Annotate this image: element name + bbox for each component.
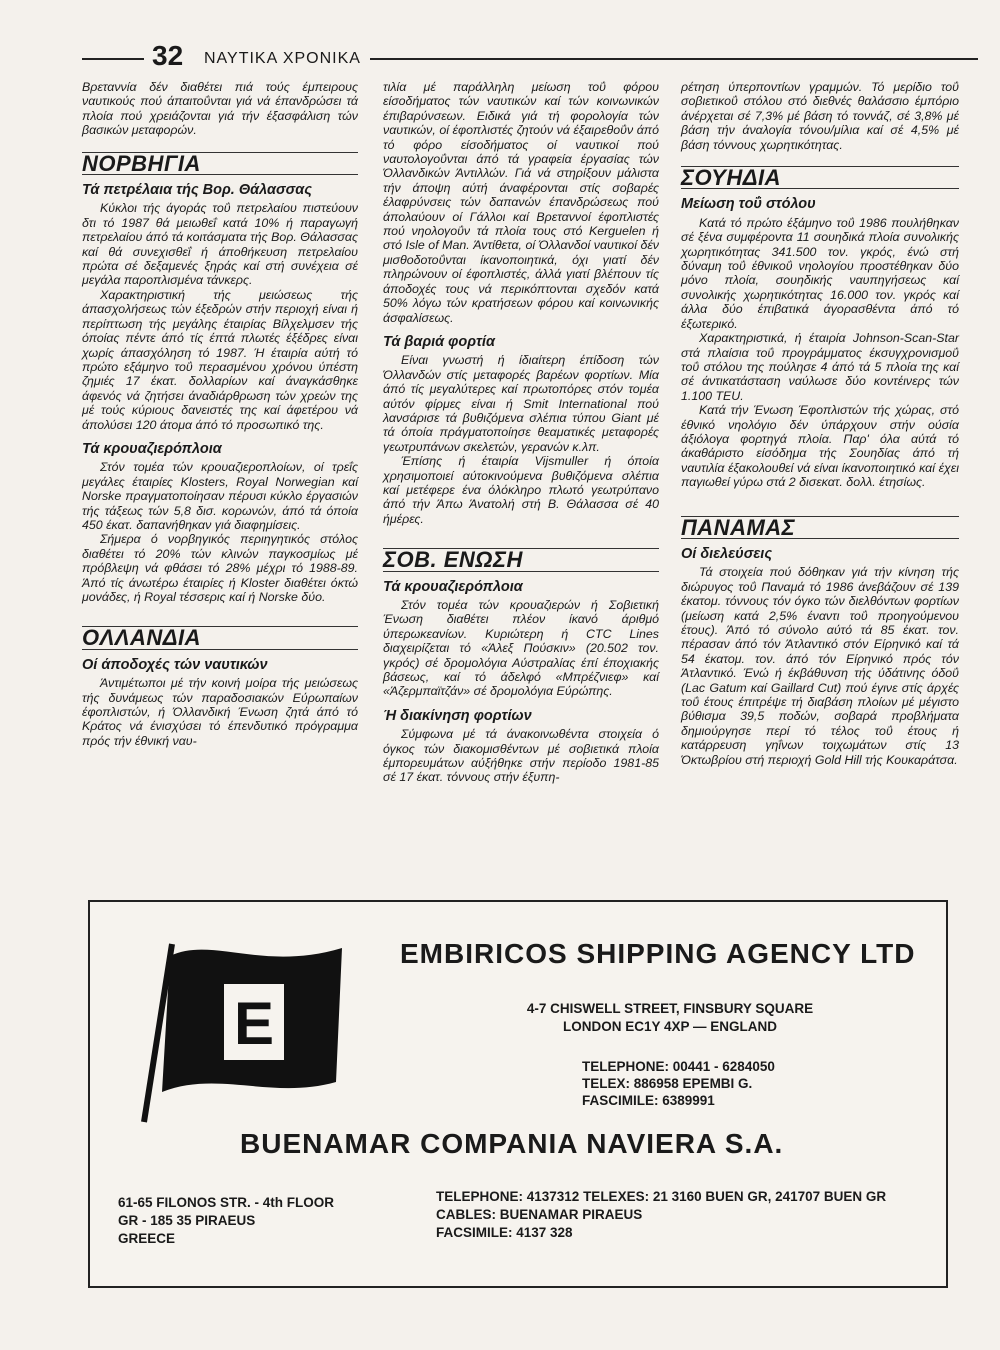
embiricos-address (490, 1000, 850, 1036)
paragraph: Τά στοιχεία πού δόθηκαν γιά τήν κίνηση τής διώρυγος τοΰ Παναμά τό 1986 άνεβάζουν σέ 139 έκατομ. τόννους τόν όγκο τών διελθόντων φορτίων (μείωση κατά 2,5% έναντι τοΰ προηγούμενου έτους). Άπό τό σύνολο αύτό τά 85 έκατ. τον. πέρασαν άπό τόν Άτλαντικό στόν Είρηνικό καί τά 54 έκατομ. τον. άπό τόν Είρηνικό πρός τόν Άτλαντικό. Ένώ ή έκβάθυνση τής ύδάτινης όδοΰ (Lac Gatum καί Gaillard Cut) πού έγινε στίς άρχές τοΰ έτους έπιτρέψε τή διαβάση πλοίων μέ μέγιστο βύθισμα 39,5 ποδών, σοβαρά προβλήματα δημιούργησε περί τό τέλος τοΰ έτους ή κατάρρευση γηΐνων τοιχωμάτων στίς 13 Όκτωβρίου στή περιοχή Gold Hill τής Κουκαράτσα. (681, 565, 959, 767)
subheading: Τά κρουαζιερόπλοια (383, 578, 523, 595)
address-line: 4-7 CHISWELL STREET, FINSBURY SQUARE (526, 1001, 814, 1016)
facsimile: FACSIMILE: 4137 328 (436, 1225, 573, 1240)
paragraph: Στόν τομέα τών κρουαζιερών ή Σοβιετική Ένωση διαθέτει πλέον ίκανό άριθμό ύπερωκεανίων. Κυριώτερη ή CTC Lines διαχειρίζεται τό «Άλεξ Πούσκιν» (20.502 τον. γκρός) σέ δρομολόγια Αύστραλίας έπί έποχιακής βάσεως, καί τό άδελφό «Μπρέζνιεφ» καί «Άζερμπαϊτζάν» σέ δρομολόγια Εύρώπης. (383, 598, 659, 699)
address-line: GREECE (118, 1231, 176, 1246)
advertisement-box (88, 900, 948, 1288)
column-1 (82, 80, 358, 748)
subheading: Μείωση τοΰ στόλου (681, 196, 816, 213)
paragraph: Είναι γνωστή ή ίδιαίτερη έπίδοση τών Όλλανδών στίς μεταφορές βαρέων φορτίων. Μία άπό τίς μεγαλύτερες καί πρωτοπόρες στόν τομέα αύτόν φίρμες είναι ή Smit International πού λανσάρισε τά βυθιζόμενα σλέπια τύπου Giant μέ τά όποία πράγματοποίησε θεαματικές μεταφορές γεωτρυπάνων σκελετών, γερανών κ.λπ. (383, 353, 659, 454)
paragraph: ρέτηση ύπερποντίων γραμμών. Τό μερίδιο τοΰ σοβιετικοΰ στόλου στό διεθνές θαλάσσιο έμπόριο άνέρχεται σέ 7,3% μέ βάση τό τοννάζ, σέ 3,8% μέ βάση τήν άναλογία τόνου/μίλια καί σέ 4,5% μέ βάση τόννους χωρητικότητας. (681, 80, 959, 152)
section-title-norway: ΝΟΡΒΗΓΙΑ (82, 152, 358, 175)
address-line: 61-65 FILONOS STR. - 4th FLOOR (118, 1195, 335, 1210)
telephone: TELEPHONE: 00441 - 6284050 (582, 1059, 775, 1074)
paragraph: Σήμερα ό νορβηγικός περιηγητικός στόλος διαθέτει τό 20% τών κλινών παγκοσμίως μέ πρόβλεψη νά φθάσει τό 28% μέχρι τό 1988-89. Άπό τίς άνωτέρω έταιρίες ή Kloster διαθέτει όκτώ μονάδες, ή Royal τέσσερις καί ή Norske δύο. (82, 532, 358, 604)
paragraph: Χαρακτηριστική τής μειώσεως τής άπασχολήσεως τών έξεδρών στήν περιοχή είναι ή περίπτωση τής μεγάλης έταιρίας Βίλχελμσεν τής όποίας πέντε άπό τίς έπτά πλωτές έξέδρες είναι χωρίς άπασχόληση τό 1987. Ή έταιρία αύτή τό πρώτο εξάμηνο τοΰ περασμένου χρόνου ύπέστη ζημιές 17 έκατ. δολλαρίων καί άναγκάσθηκε άφενός νά ζητήσει άναδιάρθρωση τών χρεών της μέ τούς κύριους δανειστές της καί άφετέρου νά άπολύσει 120 άτομα άπό τό προσωπικό της. (82, 287, 358, 432)
intro-paragraph: Βρεταννία δέν διαθέτει πιά τούς έμπειρους ναυτικούς πού άπαιτοΰνται γιά νά έπανδρώσει τά πλοία πού χρειάζονται γιά τήν έξασφάλιση τών βασικών μεταφορών. (82, 80, 358, 138)
paragraph: Κύκλοι τής άγοράς τοΰ πετρελαίου πιστεύουν δτι τό 1987 θά μειωθεΐ κατά 10% ή παραγωγή πετρελαίου άπό τά κοιτάσματα τής Βορ. Θάλασσας καί θά συνεχισθεΐ ή άποθήκευση πετρελαίου πρώτα σέ δεξαμενές ξηράς καί στή συνέχεια σέ μεγάλα παροπλισμένα τάνκερς. (82, 201, 358, 288)
magazine-title: ΝΑΥΤΙΚΑ ΧΡΟΝΙΚΑ (204, 50, 361, 67)
paragraph: Κατά τό πρώτο έξάμηνο τοΰ 1986 πουλήθηκαν σέ ξένα συμφέροντα 11 σουηδικά πλοία συνολικής χωρητικότητας 341.500 τον. γκρός, ένώ στή δύναμη τοΰ έθνικοΰ νηολογίου προστέθηκαν δύο μόνο πλοία, σουηδικής ναυπηγήσεως καί συνολικής χωρητικότητας 16.000 τον. γκρός καί άλλα δύο έπιβατικά άγορασθέντα άπό τό έξωτερικό. (681, 215, 959, 331)
section-title-ussr: ΣΟΒ. ΕΝΩΣΗ (383, 548, 659, 571)
page-header (82, 38, 978, 78)
paragraph: τιλία μέ παράλληλη μείωση τοΰ φόρου είσοδήματος τών ναυτικών καί τών κοινωνικών έπιβαρύνσεων. Ειδικά γιά τή φορολογία τών ναυτικών, οί έφοπλιστές ζητούν νά έξαιρεθοΰν άπό τό φόρο είσοδήματος οί ναυτικοί πού ναυτολογοΰνται άπό τά γραφεία έργασίας τών Όλλανδικών Άντιλλών. Γιά νά στηρίξουν μάλιστα τήν άποψη αύτή άναφέρονται στίς σοβαρές έλαφρύνσεις τών δαπανών έπανδρώσεως πού άπολαύουν οί Γάλλοι καί Βρεταννοί έφοπλιστές πού νηολογοΰν τά πλοία τους στό Kerguelen ή στό Isle of Man. Άντίθετα, οί Όλλανδοί ναυτικοί δέν μισθοδοτοΰνται ίκανοποιητικά, όχι γιατί δέν πληρώνουν οί έφοπλιστές, άλλά γιατί βλέπουν τίς άποδοχές τους νά περικόπτονται σχεδόν κατά 50% λόγω τών κρατήσεων φόρου καί κοινωνικής άσφαλίσεως. (383, 80, 659, 325)
paragraph: Σύμφωνα μέ τά άνακοινωθέντα στοιχεία ό όγκος τών διακομισθέντων μέ σοβιετικά πλοία έμπορευμάτων αύξήθηκε στήν περίοδο 1981-85 σέ 17 έκατ. τόννους στήν έξυπη- (383, 727, 659, 785)
subheading: Οί άποδοχές τών ναυτικών (82, 656, 268, 673)
address-line: GR - 185 35 PIRAEUS (118, 1213, 256, 1228)
column-2 (383, 80, 659, 785)
cables: CABLES: BUENAMAR PIRAEUS (436, 1207, 643, 1222)
fax: FASCIMILE: 6389991 (582, 1093, 715, 1108)
header-rule-left (82, 58, 144, 60)
telephone-telexes: TELEPHONE: 4137312 TELEXES: 21 3160 BUEN GR, 241707 BUEN GR (436, 1189, 887, 1204)
address-line: LONDON EC1Y 4XP — ENGLAND (562, 1019, 778, 1034)
flag-letter: E (233, 990, 275, 1057)
paragraph: Στόν τομέα τών κρουαζιεροπλοίων, οί τρεΐς μεγάλες έταιρίες Klosters, Royal Norwegian καί Norske πραγματοποίησαν πέρυσι κύκλο έργασιών τής τάξεως τών 5,8 δισ. κορωνών, άπό τά όποία 450 έκατ. δαπανήθηκαν γιά διαφημίσεις. (82, 460, 358, 532)
paragraph: Έπίσης ή έταιρία Vijsmuller ή όποία χρησιμοποιεί αύτοκινούμενα βυθιζόμενα σλέπια καί μετέφερε ένα όλόκληρο πλωτό γεωτρύπανο άπό τήν Άπω Άνατολή στή Β. Θάλασσα σέ 40 ήμέρες. (383, 454, 659, 526)
column-3 (681, 80, 959, 767)
header-rule-right (370, 58, 978, 60)
subheading: Τά κρουαζιερόπλοια (82, 440, 222, 457)
section-title-sweden: ΣΟΥΗΔΙΑ (681, 166, 959, 189)
flag-logo-icon (122, 922, 362, 1132)
subheading: Ή διακίνηση φορτίων (383, 707, 532, 724)
subheading: Τά βαριά φορτία (383, 333, 495, 350)
subheading: Οί διελεύσεις (681, 545, 773, 562)
company-name-buenamar: BUENAMAR COMPANIA NAVIERA S.A. (240, 1128, 784, 1159)
company-name-embiricos: EMBIRICOS SHIPPING AGENCY LTD (400, 938, 916, 969)
paragraph: Άντιμέτωποι μέ τήν κοινή μοίρα τής μειώσεως τής δυνάμεως τών παραδοσιακών Εύρωπαίων έφοπλιστών, ή Όλλανδική Ένωση ζητά άπό τό Κράτος νά ένισχύσει τό έπενδυτικό πρόγραμμα πρός τήν έθνική ναυ- (82, 676, 358, 748)
embiricos-contacts (582, 1058, 775, 1109)
paragraph: Κατά τήν Ένωση Έφοπλιστών τής χώρας, στό έθνικό νηολόγιο δέν ύπάρχουν στήν ούσία άξιόλογα φορτηγά πλοία. Παρ' όλα αύτά τό άκαθάριστο είσόδημα τής Σουηδίας άπό τή ναυτιλία έξακολουθεί νά είναι ίκανοποιητικό καί έχει παγιωθεί γύρω στά 2 δισεκατ. δολλ. έτησίως. (681, 403, 959, 490)
paragraph: Χαρακτηριστικά, ή έταιρία Johnson-Scan-Star στά πλαίσια τοΰ προγράμματος έκσυγχρονισμοΰ τοΰ στόλου της πούλησε 4 άπό τά 5 πλοία της καί σέ άντικατάσταση ναύλωσε δύο κοντέινερς τών 1.100 TEU. (681, 331, 959, 403)
telex: TELEX: 886958 EPEMBI G. (582, 1076, 753, 1091)
section-title-holland: ΟΛΛΑΝΔΙΑ (82, 626, 358, 649)
buenamar-contacts (436, 1188, 886, 1242)
subheading: Τά πετρέλαια τής Βορ. Θάλασσας (82, 182, 312, 199)
buenamar-address (118, 1194, 334, 1248)
page-number: 32 (152, 40, 184, 71)
section-title-panama: ΠΑΝΑΜΑΣ (681, 516, 959, 539)
